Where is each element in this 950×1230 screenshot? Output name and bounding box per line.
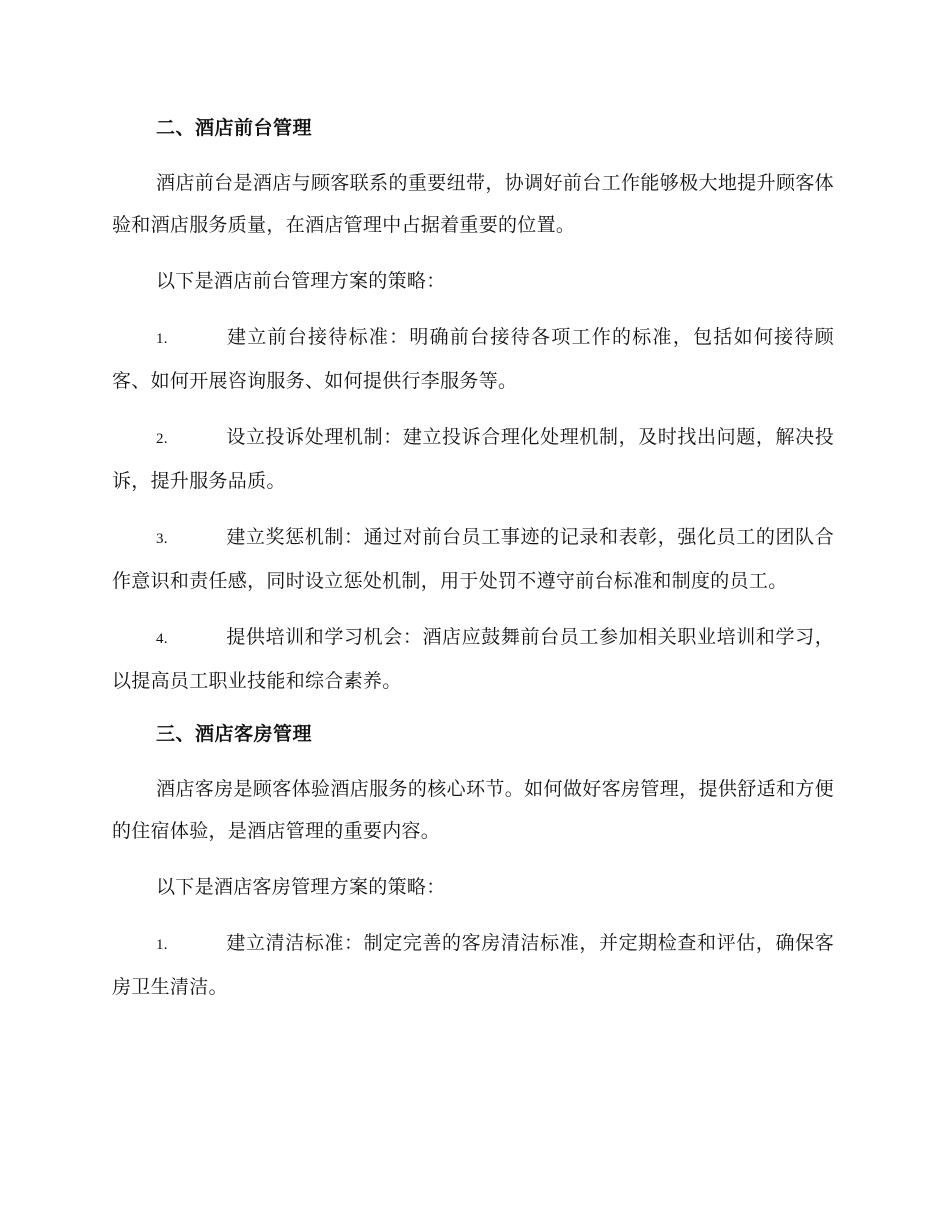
list-item-number: 2. bbox=[156, 431, 168, 447]
section-intro: 酒店客房是顾客体验酒店服务的核心环节。如何做好客房管理，提供舒适和方便的住宿体验，是酒店管理的重要内容。 bbox=[112, 778, 834, 842]
list-item-number: 3. bbox=[156, 531, 168, 547]
list-item-number: 1. bbox=[156, 331, 168, 347]
list-item bbox=[112, 616, 834, 702]
section-heading: 三、酒店客房管理 bbox=[156, 723, 313, 745]
list-item-text: 建立前台接待标准：明确前台接待各项工作的标准，包括如何接待顾客、如何开展咨询服务、如何提供行李服务等。 bbox=[112, 326, 834, 392]
section-heading: 二、酒店前台管理 bbox=[156, 117, 313, 139]
section-lead: 以下是酒店前台管理方案的策略： bbox=[156, 270, 446, 292]
list-item-text: 设立投诉处理机制：建立投诉合理化处理机制，及时找出问题，解决投诉，提升服务品质。 bbox=[112, 426, 834, 492]
section-front-desk bbox=[112, 110, 834, 702]
list-item-text: 建立清洁标准：制定完善的客房清洁标准，并定期检查和评估，确保客房卫生清洁。 bbox=[112, 932, 834, 998]
list-item-number: 1. bbox=[156, 937, 168, 953]
list-item bbox=[112, 516, 834, 602]
list-item-text: 建立奖惩机制：通过对前台员工事迹的记录和表彰，强化员工的团队合作意识和责任感，同时设立惩处机制，用于处罚不遵守前台标准和制度的员工。 bbox=[112, 526, 834, 592]
section-guest-rooms bbox=[112, 716, 834, 1008]
section-lead: 以下是酒店客房管理方案的策略： bbox=[156, 876, 446, 898]
list-item-number: 4. bbox=[156, 631, 168, 647]
document-body bbox=[112, 110, 834, 1022]
list-item-text: 提供培训和学习机会：酒店应鼓舞前台员工参加相关职业培训和学习，以提高员工职业技能和综合素养。 bbox=[112, 626, 834, 692]
list-item bbox=[112, 316, 834, 402]
section-intro: 酒店前台是酒店与顾客联系的重要纽带，协调好前台工作能够极大地提升顾客体验和酒店服务质量，在酒店管理中占据着重要的位置。 bbox=[112, 172, 834, 236]
list-item bbox=[112, 416, 834, 502]
list-item bbox=[112, 922, 834, 1008]
